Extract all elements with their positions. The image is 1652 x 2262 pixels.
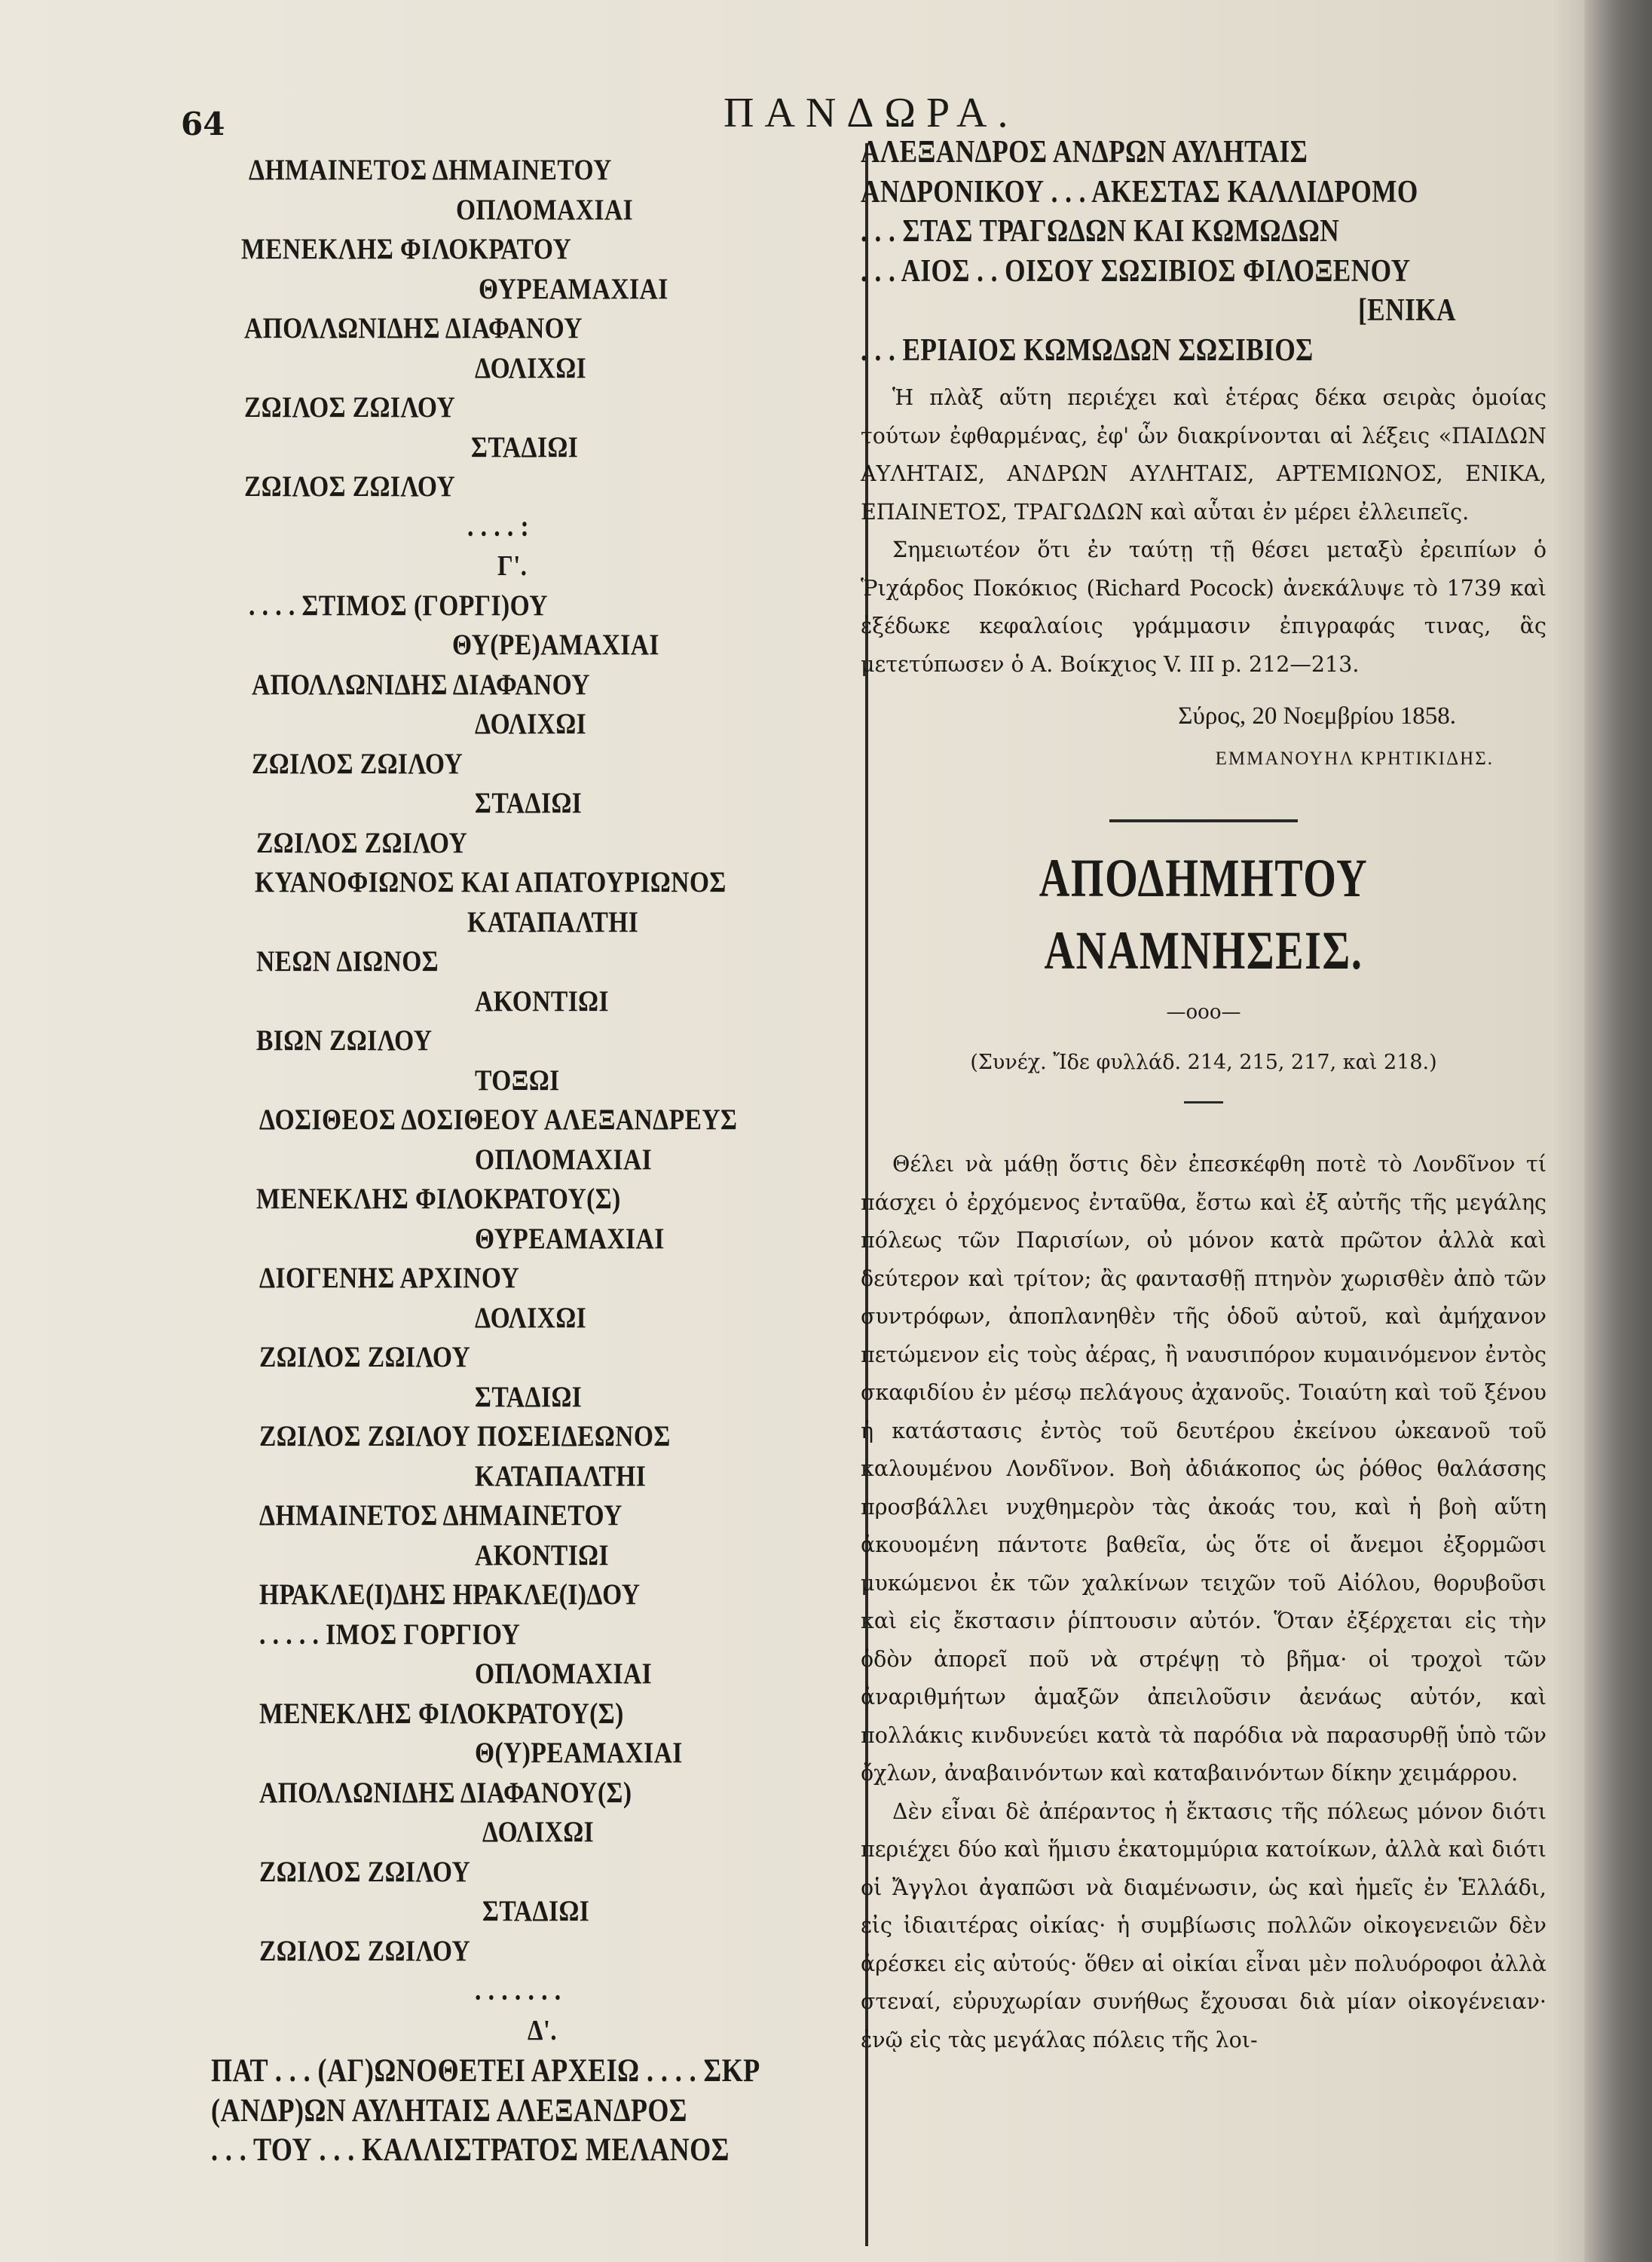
continuation-note: (Συνέχ. Ἴδε φυλλάδ. 214, 215, 217, καὶ 218.) bbox=[970, 1051, 1437, 1074]
inscription-line: ΑΠΟΛΛΩΝΙΔΗΣ ΔΙΑΦΑΝΟΥ(Σ) bbox=[259, 1776, 632, 1809]
inscription-line: ΖΩΙΛΟΣ ΖΩΙΛΟΥ bbox=[256, 826, 468, 859]
inscription-line: ΔΟΛΙΧΩΙ bbox=[475, 708, 587, 740]
inscription-line: ΖΩΙΛΟΣ ΖΩΙΛΟΥ bbox=[244, 391, 456, 424]
date-line: Σύρος, 20 Νοεμβρίου 1858. bbox=[1178, 702, 1456, 730]
inscription-line: ΟΠΛΟΜΑΧΙΑΙ bbox=[456, 193, 634, 226]
page-edge-shadow bbox=[1584, 0, 1652, 2262]
inscription-line: ΝΕΩΝ ΔΙΩΝΟΣ bbox=[256, 945, 439, 978]
inscription-line: ΑΚΟΝΤΙΩΙ bbox=[475, 1538, 609, 1572]
inscription-line: ΘΥ(ΡΕ)ΑΜΑΧΙΑΙ bbox=[452, 629, 659, 661]
inscription-line: . . . . ΣΤΙΜΟΣ (ΓΟΡΓΙ)ΟΥ bbox=[249, 589, 548, 622]
note-paragraph: Ἡ πλὰξ αὕτη περιέχει καὶ ἑτέρας δέκα σειρὰς ὁμοίας τούτων ἐφθαρμένας, ἐφ' ὧν διακρίνονται αἱ λέξεις «ΠΑΙΔΩΝ ΑΥΛΗΤΑΙΣ, ΑΝΔΡΩΝ ΑΥΛΗΤΑΙΣ, ΑΡΤΕΜΙΩΝΟΣ, ΕΝΙΚΑ, ΕΠΑΙΝΕΤΟΣ, ΤΡΑΓΩΔΩΝ καὶ αὗται ἐν μέρει ἐλλειπεῖς. bbox=[861, 385, 1546, 525]
inscription-line: ΔΙΟΓΕΝΗΣ ΑΡΧΙΝΟΥ bbox=[259, 1262, 520, 1294]
inscription-line: ΑΠΟΛΛΩΝΙΔΗΣ ΔΙΑΦΑΝΟΥ bbox=[244, 312, 583, 344]
page-number: 64 bbox=[181, 106, 225, 142]
inscription-line: (ΑΝΔΡ)ΩΝ ΑΥΛΗΤΑΙΣ ΑΛΕΞΑΝΔΡΟΣ bbox=[211, 2092, 687, 2129]
inscription-line: ΔΟΣΙΘΕΟΣ ΔΟΣΙΘΕΟΥ ΑΛΕΞΑΝΔΡΕΥΣ bbox=[259, 1103, 738, 1136]
article-paragraph: Δὲν εἶναι δὲ ἀπέραντος ἡ ἔκτασις τῆς πόλεως μόνον διότι περιέχει δύο καὶ ἥμισυ ἑκατομμύρια κατοίκων, ἀλλὰ καὶ διότι οἱ Ἄγγλοι ἀγαπῶσι νὰ διαμένωσιν, ὡς καὶ ἡμεῖς ἐν Ἑλλάδι, εἰς ἰδιαιτέρας οἰκίας· ἡ συμβίωσις πολλῶν οἰκογενειῶν δὲν ἀρέσκει εἰς αὐτούς· ὅθεν αἱ οἰκίαι εἶναι μὲν πολυόροφοι ἀλλὰ στεναί, εὐρυχωρίαν συνήθως ἔχουσαι διὰ μίαν οἰκογένειαν· ἐνῷ εἰς τὰς μεγάλας πόλεις τῆς λοι- bbox=[861, 1798, 1546, 2052]
author-signature: ΕΜΜΑΝΟΥΗΛ ΚΡΗΤΙΚΙΔΗΣ. bbox=[1215, 748, 1494, 769]
inscription-line: ΣΤΑΔΙΩΙ bbox=[482, 1895, 590, 1927]
inscription-line: ΘΥΡΕΑΜΑΧΙΑΙ bbox=[475, 1222, 665, 1255]
short-rule bbox=[1184, 1101, 1223, 1103]
inscription-line: . . . ΤΟΥ . . . ΚΑΛΛΙΣΤΡΑΤΟΣ ΜΕΛΑΝΟΣ bbox=[211, 2132, 730, 2168]
inscription-line: ΣΤΑΔΙΩΙ bbox=[475, 787, 583, 819]
inscription-continued bbox=[861, 133, 1546, 370]
section-rule bbox=[1109, 819, 1298, 822]
inscription-line: . . . . . . . bbox=[475, 1974, 561, 2006]
inscription-line: ΖΩΙΛΟΣ ΖΩΙΛΟΥ bbox=[259, 1341, 471, 1373]
section-marker: Δ'. bbox=[528, 2014, 558, 2046]
inscription-line: [ΕΝΙΚΑ bbox=[1358, 293, 1456, 328]
inscription-line: . . . ΑΙΟΣ . . ΟΙΣΟΥ ΣΩΣΙΒΙΟΣ ΦΙΛΟΞΕΝΟΥ bbox=[861, 253, 1411, 289]
left-column bbox=[211, 151, 867, 2171]
inscription-line: ΖΩΙΛΟΣ ΖΩΙΛΟΥ bbox=[252, 747, 463, 780]
inscription-line: ΟΠΛΟΜΑΧΙΑΙ bbox=[475, 1143, 653, 1176]
section-marker: Γ'. bbox=[497, 550, 528, 582]
inscription-line: ΖΩΙΛΟΣ ΖΩΙΛΟΥ bbox=[259, 1855, 471, 1888]
inscription-line: ΚΑΤΑΠΑΛΤΗΙ bbox=[475, 1459, 647, 1492]
inscription-line: ΔΗΜΑΙΝΕΤΟΣ ΔΗΜΑΙΝΕΤΟΥ bbox=[259, 1499, 623, 1532]
running-title: ΠΑΝΔΩΡΑ. bbox=[724, 90, 1019, 136]
inscription-line: ΔΗΜΑΙΝΕΤΟΣ ΔΗΜΑΙΝΕΤΟΥ bbox=[249, 154, 612, 186]
inscription-line: ΠΑΤ . . . (ΑΓ)ΩΝΟΘΕΤΕΙ ΑΡΧΕΙΩ . . . . ΣΚΡ bbox=[211, 2053, 760, 2089]
inscription-line: ΑΚΟΝΤΙΩΙ bbox=[475, 984, 609, 1018]
article-title: ΑΠΟΔΗΜΗΤΟΥ ΑΝΑΜΝΗΣΕΙΣ. bbox=[1039, 848, 1369, 981]
inscription-line: ΜΕΝΕΚΛΗΣ ΦΙΛΟΚΡΑΤΟΥ(Σ) bbox=[256, 1183, 621, 1215]
inscription-line: ΑΠΟΛΛΩΝΙΔΗΣ ΔΙΑΦΑΝΟΥ bbox=[252, 668, 590, 701]
right-column bbox=[861, 133, 1546, 2059]
inscription-line: ΚΑΤΑΠΑΛΤΗΙ bbox=[467, 905, 639, 938]
inscription-line: ΚΥΑΝΟΦΙΩΝΟΣ ΚΑΙ ΑΠΑΤΟΥΡΙΩΝΟΣ bbox=[255, 866, 727, 898]
inscription-line: . . . . . ΙΜΟΣ ΓΟΡΓΙΟΥ bbox=[259, 1618, 521, 1651]
inscription-line: ΣΤΑΔΙΩΙ bbox=[475, 1380, 583, 1413]
inscription-line: ΔΟΛΙΧΩΙ bbox=[475, 351, 587, 384]
title-ornament: —οοο— bbox=[1166, 1001, 1241, 1024]
inscription-line: ΑΝΔΡΟΝΙΚΟΥ . . . ΑΚΕΣΤΑΣ ΚΑΛΛΙΔΡΟΜΟ bbox=[861, 174, 1418, 210]
inscription-line: ΤΟΞΩΙ bbox=[475, 1064, 560, 1097]
inscription-line: ΖΩΙΛΟΣ ΖΩΙΛΟΥ bbox=[244, 470, 456, 503]
inscription-line: ΜΕΝΕΚΛΗΣ ΦΙΛΟΚΡΑΤΟΥ(Σ) bbox=[259, 1697, 624, 1730]
inscription-line: . . . . : bbox=[467, 510, 530, 543]
article-paragraph: Θέλει νὰ μάθῃ ὅστις δὲν ἐπεσκέφθη ποτὲ τὸ Λονδῖνον τί πάσχει ὁ ἐρχόμενος ἐνταῦθα, ἔστω καὶ ἐξ αὐτῆς τῆς μεγάλης πόλεως τῶν Παρισίων, οὐ μόνον κατὰ πρῶτον ἀλλὰ καὶ δεύτερον καὶ τρίτον; ἂς φαντασθῇ πτηνὸν χωρισθὲν ἀπὸ τῶν συντρόφων, ἀποπλανηθὲν τῆς ὁδοῦ αὐτοῦ, καὶ ἀμήχανον πετώμενον εἰς τοὺς ἀέρας, ἢ ναυσιπόρον κυμαινόμενον ἐντὸς σκαφιδίου ἐν μέσῳ πελάγους ἀχανοῦς. Τοιαύτη καὶ τοῦ ξένου ἡ κατάστασις ἐντὸς τοῦ δευτέρου ἐκείνου ὠκεανοῦ τοῦ καλουμένου Λονδῖνον. Βοὴ ἀδιάκοπος ὡς ῥόθος θαλάσσης προσβάλλει νυχθημερὸν τὰς ἀκοάς του, καὶ ἡ βοὴ αὕτη ἀκουομένη πάντοτε βαθεῖα, ὡς ὅτε οἱ ἄνεμοι ἐξορμῶσι μυκώμενοι ἐκ τῶν χαλκίνων τειχῶν τοῦ Αἰόλου, θορυβοῦσι καὶ εἰς ἔκστασιν ῥίπτουσιν αὐτόν. Ὅταν ἐξέρχεται εἰς τὴν ὁδὸν ἀπορεῖ ποῦ νὰ στρέψῃ τὸ βῆμα· οἱ τροχοὶ τῶν ἀναριθμήτων ἁμαξῶν ἀπειλοῦσιν ἀενάως αὐτόν, καὶ πολλάκις κινδυνεύει κατὰ τὰ παρόδια νὰ παρασυρθῇ ὑπὸ τῶν ὄχλων, ἀναβαινόντων καὶ καταβαινόντων δίκην χειμάρρου. bbox=[861, 1152, 1546, 1786]
inscription-line: ΟΠΛΟΜΑΧΙΑΙ bbox=[475, 1657, 653, 1690]
inscription-line: ΑΛΕΞΑΝΔΡΟΣ ΑΝΔΡΩΝ ΑΥΛΗΤΑΙΣ bbox=[861, 135, 1308, 170]
inscription-line: ΒΙΩΝ ΖΩΙΛΟΥ bbox=[256, 1024, 433, 1057]
inscription-line: ΗΡΑΚΛΕ(Ι)ΔΗΣ ΗΡΑΚΛΕ(Ι)ΔΟΥ bbox=[259, 1578, 641, 1611]
inscription-bottom bbox=[211, 2052, 867, 2171]
note-paragraph: Σημειωτέον ὅτι ἐν ταύτῃ τῇ θέσει μεταξὺ ἐρειπίων ὁ Ῥιχάρδος Ποκόκιος (Richard Pocock) ἀνεκάλυψε τὸ 1739 καὶ ἐξέδωκε κεφαλαίοις γράμμασιν ἐπιγραφάς τινας, ἃς μετετύπωσεν ὁ Α. Βοίκχιος V. III p. 212—213. bbox=[861, 537, 1546, 677]
inscription-lines bbox=[234, 151, 867, 2050]
inscription-line: ΘΥΡΕΑΜΑΧΙΑΙ bbox=[479, 272, 668, 305]
inscription-line: ΣΤΑΔΙΩΙ bbox=[471, 430, 579, 464]
inscription-line: ΜΕΝΕΚΛΗΣ ΦΙΛΟΚΡΑΤΟΥ bbox=[241, 233, 572, 265]
inscription-line: Θ(Υ)ΡΕΑΜΑΧΙΑΙ bbox=[475, 1737, 683, 1769]
inscription-line: ΔΟΛΙΧΩΙ bbox=[475, 1301, 587, 1334]
inscription-line: ΖΩΙΛΟΣ ΖΩΙΛΟΥ bbox=[259, 1934, 471, 1967]
inscription-line: . . . ΕΡΙΑΙΟΣ ΚΩΜΩΔΩΝ ΣΩΣΙΒΙΟΣ bbox=[861, 332, 1314, 368]
inscription-line: . . . ΣΤΑΣ ΤΡΑΓΩΔΩΝ ΚΑΙ ΚΩΜΩΔΩΝ bbox=[861, 214, 1340, 249]
inscription-line: ΖΩΙΛΟΣ ΖΩΙΛΟΥ ΠΟΣΕΙΔΕΩΝΟΣ bbox=[259, 1420, 671, 1452]
inscription-line: ΔΟΛΙΧΩΙ bbox=[482, 1816, 595, 1848]
